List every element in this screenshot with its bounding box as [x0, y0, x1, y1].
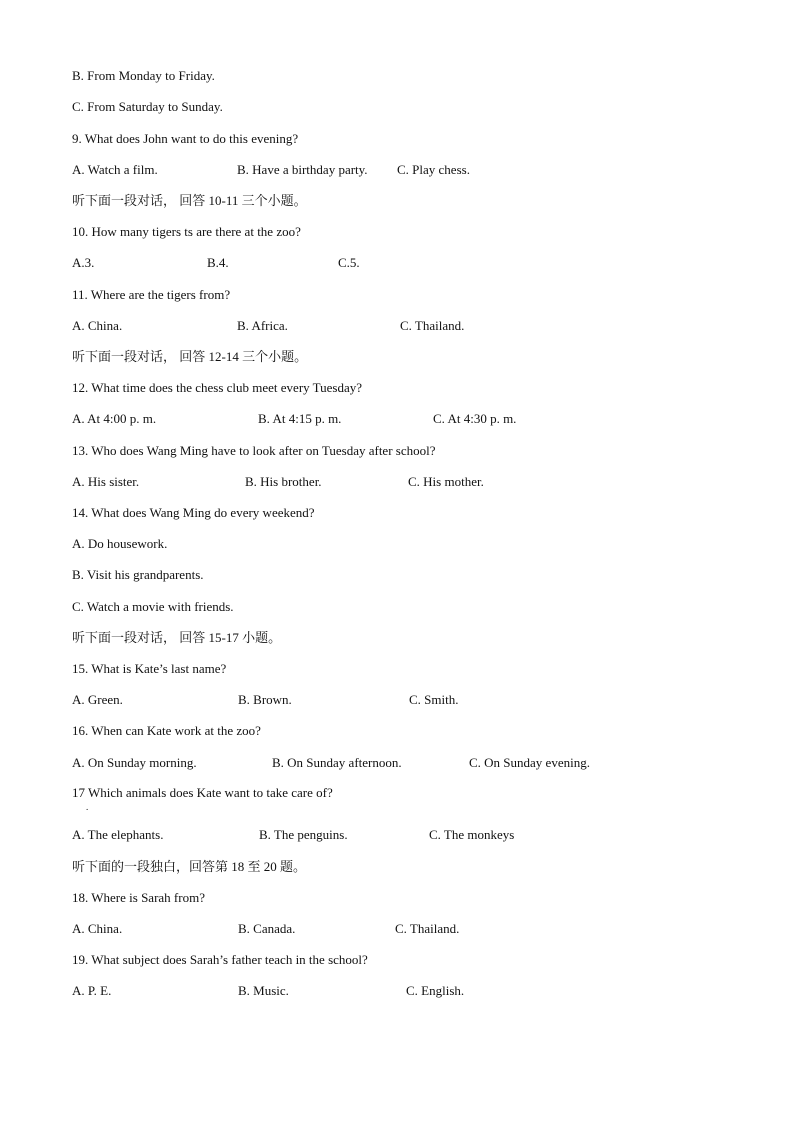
- question-10-options: [72, 255, 752, 271]
- q14-option-c: C. Watch a movie with friends.: [72, 599, 234, 614]
- q17-option-c: C. The monkeys: [429, 827, 515, 842]
- question-17-options: [72, 827, 752, 843]
- question-18: 18. Where is Sarah from?: [72, 890, 205, 905]
- question-9-options: [72, 162, 752, 178]
- q14-option-b: B. Visit his grandparents.: [72, 567, 204, 582]
- q8-option-c: C. From Saturday to Sunday.: [72, 99, 223, 114]
- question-17: 17 Which animals does Kate want to take care of?: [72, 785, 333, 800]
- question-12-options: [72, 411, 752, 427]
- q12-option-c: C. At 4:30 p. m.: [433, 411, 517, 426]
- question-10: 10. How many tigers ts are there at the zoo?: [72, 224, 301, 239]
- q11-option-a: A. China.: [72, 318, 123, 333]
- question-19-options: [72, 983, 752, 999]
- section-instruction-18-20: 听下面的一段独白，回答第 18 至 20 题。: [72, 859, 307, 874]
- section-instruction-10-11: 听下面一段对话， 回答 10-11 三个小题。: [72, 193, 307, 208]
- q10-option-c: C.5.: [338, 255, 360, 270]
- section-instruction-12-14: 听下面一段对话， 回答 12-14 三个小题。: [72, 349, 308, 364]
- question-16: 16. When can Kate work at the zoo?: [72, 723, 261, 738]
- q10-option-a: A.3.: [72, 255, 95, 270]
- question-14: 14. What does Wang Ming do every weekend?: [72, 505, 315, 520]
- question-19: 19. What subject does Sarah’s father teach in the school?: [72, 952, 368, 967]
- stray-mark: .: [86, 802, 89, 812]
- q17-option-a: A. The elephants.: [72, 827, 164, 842]
- q19-option-a: A. P. E.: [72, 983, 112, 998]
- q9-option-b: B. Have a birthday party.: [237, 162, 368, 177]
- question-15: 15. What is Kate’s last name?: [72, 661, 227, 676]
- q15-option-b: B. Brown.: [238, 692, 292, 707]
- q13-option-c: C. His mother.: [408, 474, 484, 489]
- q11-option-b: B. Africa.: [237, 318, 288, 333]
- q12-option-a: A. At 4:00 p. m.: [72, 411, 157, 426]
- q18-option-b: B. Canada.: [238, 921, 296, 936]
- section-instruction-15-17: 听下面一段对话， 回答 15-17 小题。: [72, 630, 282, 645]
- question-9: 9. What does John want to do this evening?: [72, 131, 299, 146]
- q16-option-b: B. On Sunday afternoon.: [272, 755, 402, 770]
- question-11-options: [72, 318, 752, 334]
- q15-option-a: A. Green.: [72, 692, 123, 707]
- q18-option-c: C. Thailand.: [395, 921, 460, 936]
- q11-option-c: C. Thailand.: [400, 318, 465, 333]
- question-15-options: [72, 692, 752, 708]
- q19-option-b: B. Music.: [238, 983, 289, 998]
- q16-option-c: C. On Sunday evening.: [469, 755, 590, 770]
- q15-option-c: C. Smith.: [409, 692, 459, 707]
- q19-option-c: C. English.: [406, 983, 465, 998]
- q10-option-b: B.4.: [207, 255, 229, 270]
- q13-option-a: A. His sister.: [72, 474, 140, 489]
- q13-option-b: B. His brother.: [245, 474, 322, 489]
- question-11: 11. Where are the tigers from?: [72, 287, 231, 302]
- q9-option-c: C. Play chess.: [397, 162, 470, 177]
- question-13: 13. Who does Wang Ming have to look after on Tuesday after school?: [72, 443, 436, 458]
- question-13-options: [72, 474, 752, 490]
- q8-option-b: B. From Monday to Friday.: [72, 68, 215, 83]
- q18-option-a: A. China.: [72, 921, 123, 936]
- q17-option-b: B. The penguins.: [259, 827, 348, 842]
- q14-option-a: A. Do housework.: [72, 536, 168, 551]
- question-12: 12. What time does the chess club meet every Tuesday?: [72, 380, 363, 395]
- q9-option-a: A. Watch a film.: [72, 162, 158, 177]
- question-16-options: [72, 755, 752, 771]
- q16-option-a: A. On Sunday morning.: [72, 755, 197, 770]
- q12-option-b: B. At 4:15 p. m.: [258, 411, 342, 426]
- question-18-options: [72, 921, 752, 937]
